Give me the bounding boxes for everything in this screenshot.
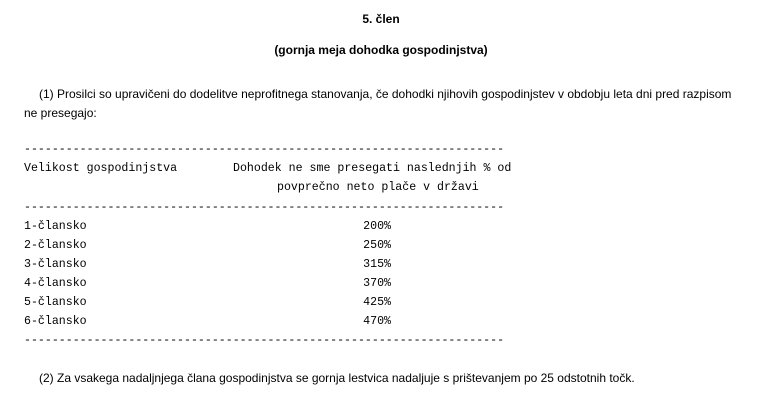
paragraph-1: (1) Prosilci so upravičeni do dodelitve neprofitnega stanovanja, če dohodki njihovih gospodinjstev v obdobju leta dni pred razpisom ne presegajo:: [24, 87, 732, 120]
row-label: 5-člansko: [24, 296, 87, 309]
table-header-household-size: Velikost gospodinjstva: [24, 162, 178, 175]
row-value: 370%: [363, 277, 391, 290]
row-label: 1-člansko: [24, 220, 87, 233]
table-rule-mid: ---------------------------------------------------------------------: [24, 201, 505, 214]
table-header-income-line-1: Dohodek ne sme presegati naslednjih % od: [233, 162, 512, 175]
row-value: 250%: [363, 239, 391, 252]
row-label: 3-člansko: [24, 258, 87, 271]
row-label: 4-člansko: [24, 277, 87, 290]
table-header-income-line-2: povprečno neto plače v državi: [277, 181, 479, 194]
row-value: 470%: [363, 315, 391, 328]
row-value: 315%: [363, 258, 391, 271]
row-label: 6-člansko: [24, 315, 87, 328]
table-rule-top: ---------------------------------------------------------------------: [24, 143, 505, 156]
article-subtitle: (gornja meja dohodka gospodinjstva): [274, 43, 488, 57]
paragraph-2: (2) Za vsakega nadaljnjega člana gospodinjstva se gornja lestvica nadaljuje s prištevanjem po 25 odstotnih točk.: [39, 371, 635, 385]
article-number: 5. člen: [362, 12, 400, 26]
row-value: 200%: [363, 220, 391, 233]
table-rule-bottom: ---------------------------------------------------------------------: [24, 334, 505, 347]
row-label: 2-člansko: [24, 239, 87, 252]
row-value: 425%: [363, 296, 391, 309]
